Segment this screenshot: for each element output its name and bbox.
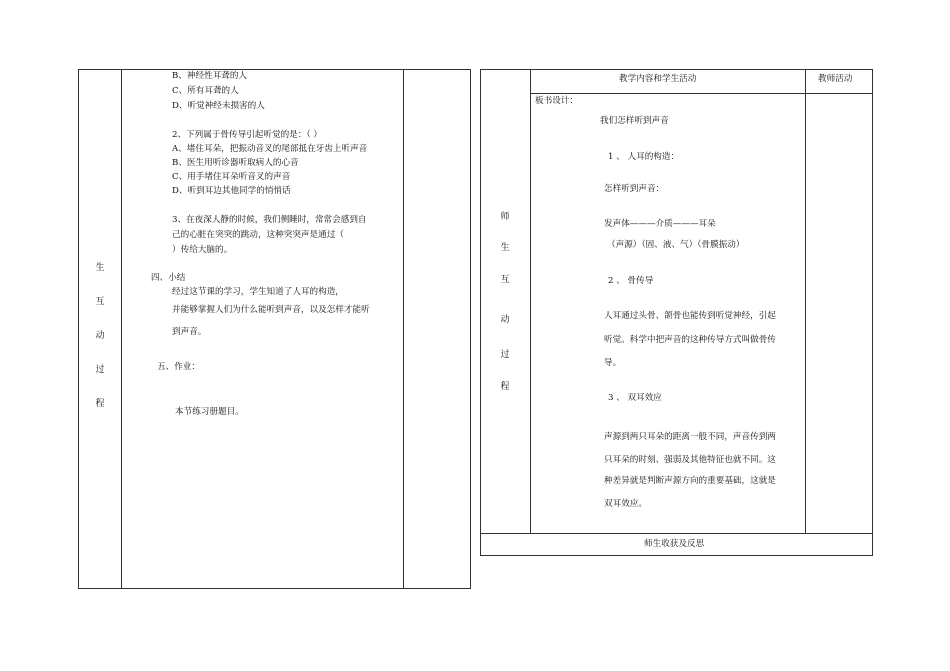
right-line-1: 板书设计： — [535, 96, 578, 106]
right-line-14: 种差异就是判断声源方向的重要基础，这就是 — [604, 476, 776, 486]
left-line-16: 五、作业： — [157, 362, 200, 372]
right-line-3: 1 、 人耳的构造： — [608, 152, 680, 162]
left-line-2: C、所有耳聋的人 — [172, 86, 239, 96]
right-header-side: 教师活动 — [818, 74, 853, 84]
right-line-7: 2 、 骨传导 — [608, 276, 654, 286]
right-line-4: 怎样听到声音： — [604, 184, 665, 194]
right-line-5: 发声体———介质———耳朵 — [604, 219, 716, 229]
left-line-11: ）传给大脑的。 — [172, 245, 233, 255]
right-side-char-5: 过 — [500, 350, 510, 360]
left-line-9: 3、在夜深人静的时候，我们侧睡时，常常会感到自 — [172, 215, 367, 225]
left-line-3: D、听觉神经未损害的人 — [172, 101, 265, 111]
left-line-14: 并能够掌握人们为什么能听到声音，以及怎样才能听 — [172, 305, 370, 315]
right-line-8: 人耳通过头骨、颌骨也能传到听觉神经，引起 — [604, 311, 776, 321]
right-line-15: 双耳效应。 — [604, 499, 647, 509]
left-line-7: C、用手堵住耳朵听音叉的声音 — [172, 172, 291, 182]
right-side-char-3: 互 — [500, 275, 510, 285]
left-line-8: D、听到耳边其他同学的悄悄话 — [172, 186, 291, 196]
right-side-char-1: 师 — [500, 212, 510, 222]
right-line-2: 我们怎样听到声音 — [600, 116, 669, 126]
left-side-char-2: 互 — [95, 297, 105, 307]
right-side-char-2: 生 — [500, 243, 510, 253]
right-line-11: 3 、 双耳效应 — [608, 393, 662, 403]
right-line-12: 声源到两只耳朵的距离一般不同，声音传到两 — [604, 432, 776, 442]
right-footer: 师生收获及反思 — [644, 539, 705, 549]
left-side-char-1: 生 — [95, 263, 105, 273]
right-side-char-6: 程 — [500, 382, 510, 392]
left-line-15: 到声音。 — [172, 327, 207, 337]
right-line-6: （声源）（固、液、气）（骨膜振动） — [607, 240, 745, 250]
left-side-char-4: 过 — [95, 365, 105, 375]
left-line-12: 四、小结 — [151, 273, 186, 283]
left-line-13: 经过这节课的学习，学生知道了人耳的构造， — [172, 287, 344, 297]
left-line-1: B、神经性耳聋的人 — [172, 71, 248, 81]
right-header-main: 教学内容和学生活动 — [619, 74, 697, 84]
left-line-4: 2、下列属于骨传导引起听觉的是：（ ） — [172, 130, 322, 140]
left-line-10: 己的心脏在突突的跳动，这种突突声是通过（ — [172, 230, 344, 240]
right-line-13: 只耳朵的时刻、强弱及其他特征也就不同。这 — [604, 455, 776, 465]
right-line-9: 听觉。科学中把声音的这种传导方式叫做骨传 — [604, 335, 776, 345]
left-line-6: B、医生用听诊器听取病人的心音 — [172, 158, 299, 168]
left-line-5: A、堵住耳朵，把振动音叉的尾部抵在牙齿上听声音 — [172, 144, 368, 154]
right-line-10: 导。 — [604, 358, 622, 368]
left-line-17: 本节练习册题目。 — [175, 407, 244, 417]
left-side-char-3: 动 — [95, 331, 105, 341]
left-side-char-5: 程 — [95, 399, 105, 409]
right-side-char-4: 动 — [500, 315, 510, 325]
